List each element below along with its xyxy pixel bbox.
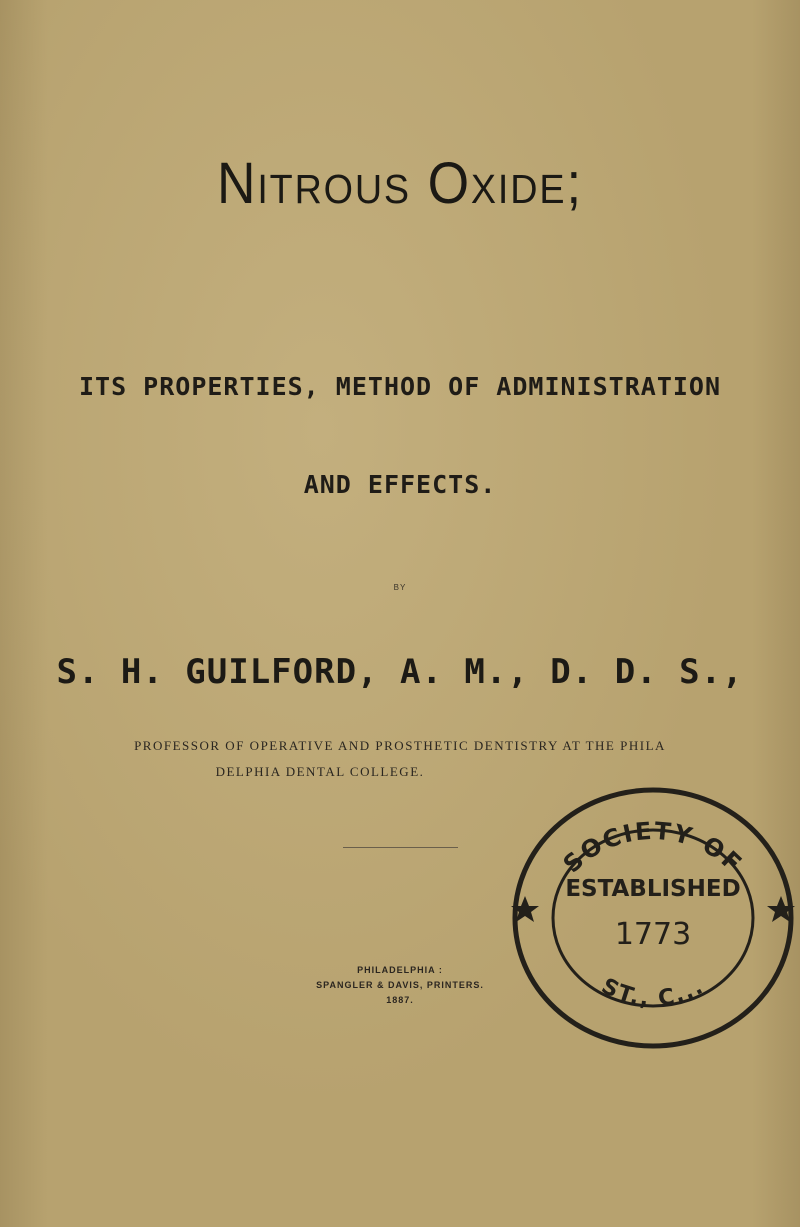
imprint-printer: SPANGLER & DAVIS, PRINTERS.	[316, 980, 484, 990]
stamp-middle-text: ESTABLISHED	[565, 876, 741, 902]
professorship-line-2: DELPHIA DENTAL COLLEGE.	[215, 764, 425, 779]
divider-rule	[343, 847, 458, 848]
svg-text:SOCIETY OF	[558, 817, 748, 879]
imprint-year: 1887.	[386, 995, 414, 1005]
by-label: BY	[393, 583, 407, 592]
subtitle-line-2: AND EFFECTS.	[303, 470, 497, 499]
professorship-line-1: PROFESSOR OF OPERATIVE AND PROSTHETIC DENTISTRY AT THE PHILA	[134, 738, 666, 753]
library-stamp	[503, 768, 799, 1050]
stamp-top-text: SOCIETY OF	[557, 816, 749, 879]
svg-text:ST., C...	[597, 974, 708, 1012]
stamp-bottom-text: ST., C...	[597, 973, 709, 1012]
subtitle-line-1: ITS PROPERTIES, METHOD OF ADMINISTRATION	[78, 372, 722, 401]
book-title: Nitrous Oxide;	[216, 151, 583, 216]
imprint-city: PHILADELPHIA :	[357, 965, 443, 975]
author-name: S. H. GUILFORD, A. M., D. D. S.,	[56, 652, 744, 692]
stamp-year: 1773	[614, 917, 692, 952]
